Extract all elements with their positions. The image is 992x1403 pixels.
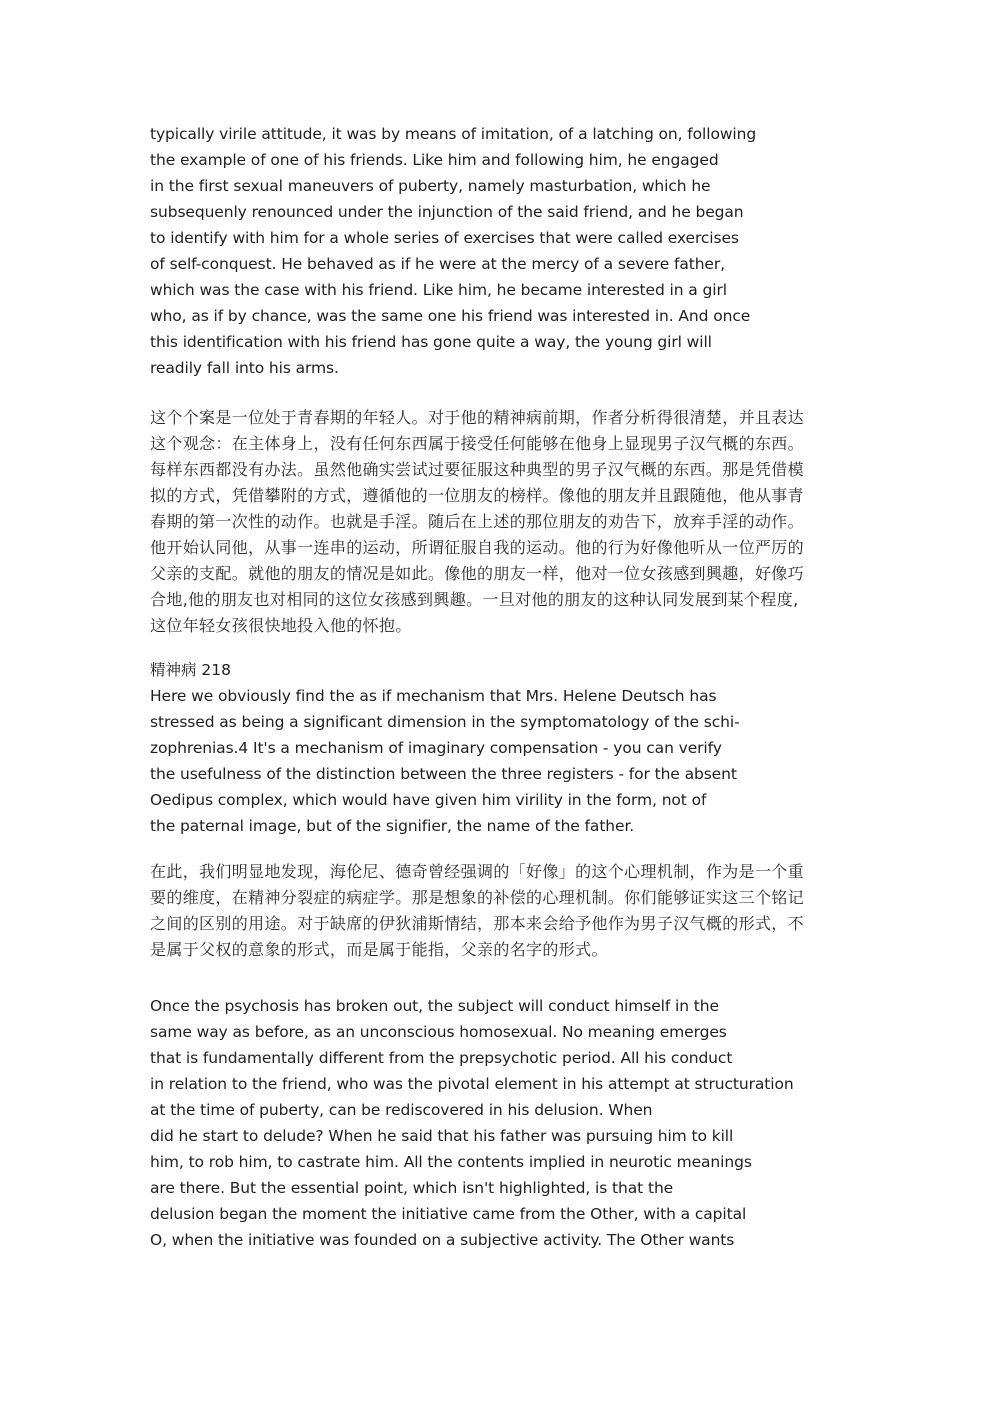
- text-line: the usefulness of the distinction between the three registers - for the absent: [150, 765, 737, 783]
- text-line: same way as before, as an unconscious homosexual. No meaning emerges: [150, 1023, 727, 1041]
- paragraph-chinese-1: [150, 405, 850, 639]
- paragraph-chinese-2: [150, 859, 850, 963]
- text-line: 他开始认同他，从事一连串的运动，所谓征服自我的运动。他的行为好像他听从一位严厉的: [150, 538, 805, 557]
- text-line: to identify with him for a whole series of exercises that were called exercises: [150, 229, 739, 247]
- text-line: which was the case with his friend. Like him, he became interested in a girl: [150, 281, 727, 299]
- text-line: at the time of puberty, can be rediscovered in his delusion. When: [150, 1101, 653, 1119]
- text-line: him, to rob him, to castrate him. All the contents implied in neurotic meanings: [150, 1153, 752, 1171]
- text-line: subsequenly renounced under the injunction of the said friend, and he began: [150, 203, 744, 221]
- page-marker: [150, 657, 850, 683]
- text-line: Oedipus complex, which would have given him virility in the form, not of: [150, 791, 707, 809]
- text-line: 这个观念：在主体身上，没有任何东西属于接受任何能够在他身上显现男子汉气概的东西。: [150, 434, 805, 453]
- text-line: 每样东西都没有办法。虽然他确实尝试过要征服这种典型的男子汉气概的东西。那是凭借模: [150, 460, 805, 479]
- text-line: of self-conquest. He behaved as if he were at the mercy of a severe father,: [150, 255, 725, 273]
- text-line: Once the psychosis has broken out, the subject will conduct himself in the: [150, 997, 719, 1015]
- text-line: that is fundamentally different from the prepsychotic period. All his conduct: [150, 1049, 733, 1067]
- text-line: 合地,他的朋友也对相同的这位女孩感到興趣。一旦对他的朋友的这种认同发展到某个程度,: [150, 590, 799, 609]
- text-line: the example of one of his friends. Like him and following him, he engaged: [150, 151, 719, 169]
- text-line: this identification with his friend has gone quite a way, the young girl will: [150, 333, 712, 351]
- document-page: [150, 121, 850, 1253]
- text-line: 父亲的支配。就他的朋友的情况是如此。像他的朋友一样，他对一位女孩感到興趣，好像巧: [150, 564, 805, 583]
- text-line: Here we obviously find the as if mechanism that Mrs. Helene Deutsch has: [150, 687, 717, 705]
- text-line: readily fall into his arms.: [150, 359, 339, 377]
- text-line: 在此，我们明显地发现，海伦尼、德奇曾经强调的「好像」的这个心理机制，作为是一个重: [150, 862, 805, 881]
- page-number: 精神病 218: [150, 661, 232, 679]
- text-line: did he start to delude? When he said that his father was pursuing him to kill: [150, 1127, 734, 1145]
- text-line: delusion began the moment the initiative came from the Other, with a capital: [150, 1205, 747, 1223]
- text-line: 这个个案是一位处于青春期的年轻人。对于他的精神病前期，作者分析得很清楚，并且表达: [150, 408, 805, 427]
- text-line: 是属于父权的意象的形式，而是属于能指，父亲的名字的形式。: [150, 940, 608, 959]
- text-line: 之间的区别的用途。对于缺席的伊狄浦斯情结，那本来会给予他作为男子汉气概的形式，不: [150, 914, 805, 933]
- paragraph-english-2: [150, 683, 850, 839]
- text-line: zophrenias.4 It's a mechanism of imaginary compensation - you can verify: [150, 739, 722, 757]
- text-line: stressed as being a significant dimension in the symptomatology of the schi-: [150, 713, 740, 731]
- text-line: 要的维度，在精神分裂症的病症学。那是想象的补偿的心理机制。你们能够证实这三个铭记: [150, 888, 805, 907]
- paragraph-english-3: [150, 993, 850, 1253]
- paragraph-english-1: [150, 121, 850, 381]
- text-line: in relation to the friend, who was the pivotal element in his attempt at structuration: [150, 1075, 794, 1093]
- text-line: typically virile attitude, it was by means of imitation, of a latching on, following: [150, 125, 757, 143]
- text-line: in the first sexual maneuvers of puberty, namely masturbation, which he: [150, 177, 711, 195]
- text-line: 这位年轻女孩很快地投入他的怀抱。: [150, 616, 412, 635]
- text-line: who, as if by chance, was the same one his friend was interested in. And once: [150, 307, 751, 325]
- text-line: O, when the initiative was founded on a subjective activity. The Other wants: [150, 1231, 735, 1249]
- text-line: 春期的第一次性的动作。也就是手淫。随后在上述的那位朋友的劝告下，放弃手淫的动作。: [150, 512, 805, 531]
- text-line: the paternal image, but of the signifier, the name of the father.: [150, 817, 635, 835]
- text-line: are there. But the essential point, which isn't highlighted, is that the: [150, 1179, 674, 1197]
- text-line: 拟的方式，凭借攀附的方式，遵循他的一位朋友的榜样。像他的朋友并且跟随他，他从事青: [150, 486, 805, 505]
